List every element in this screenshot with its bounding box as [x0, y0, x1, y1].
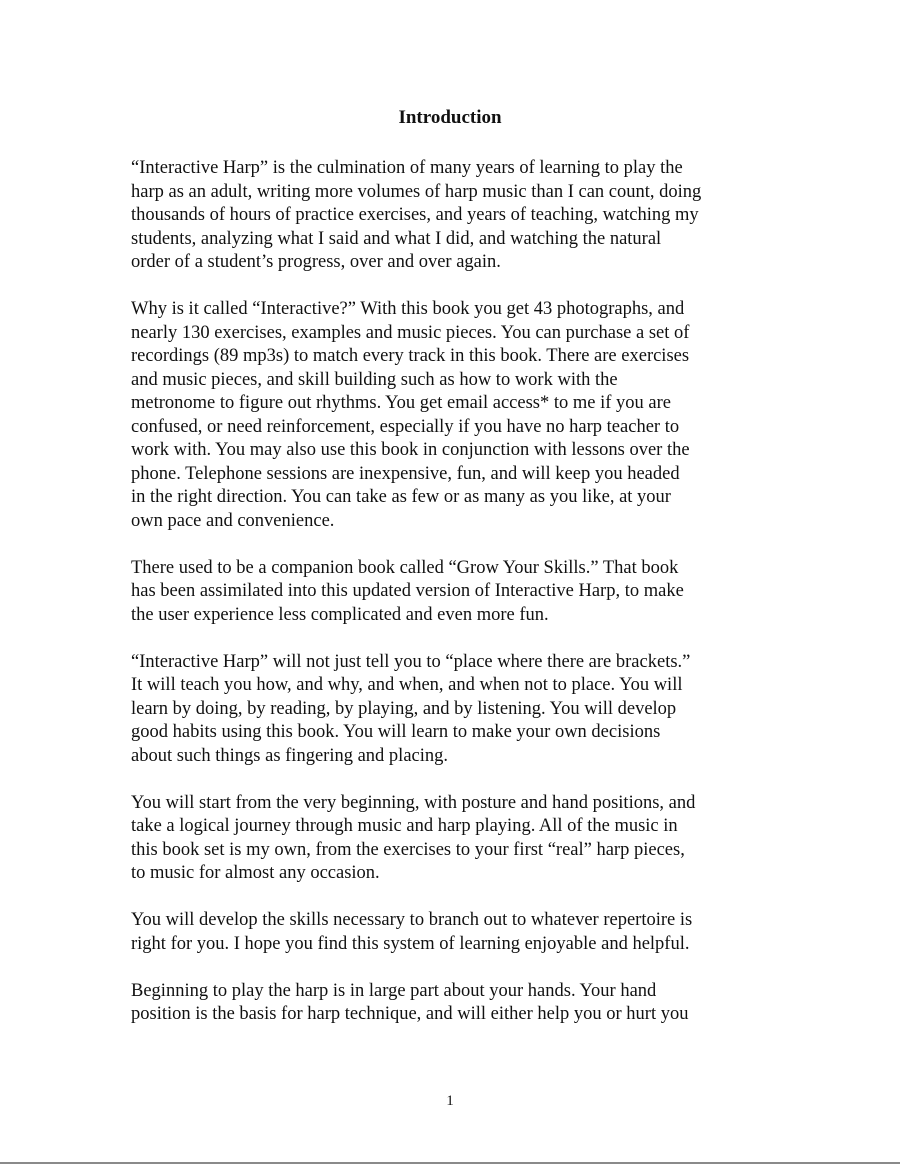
paragraph-4: “Interactive Harp” will not just tell you to “place where there are brackets.” It will teach you how, and why, and when, and when not to place. You will learn by doing, by reading, by playing, and by listening. You will develop good habits using this book. You will learn to make your own decisions about such things as fingering and placing.: [131, 651, 691, 766]
body-text: [131, 157, 781, 1050]
paragraph-5: You will start from the very beginning, with posture and hand positions, and take a logical journey through music and harp playing. All of the music in this book set is my own, from the exercises to your first “real” harp pieces, to music for almost any occasion.: [131, 792, 696, 883]
paragraph-3: There used to be a companion book called “Grow Your Skills.” That book has been assimilated into this updated version of Interactive Harp, to make the user experience less complicated and even more fun.: [131, 557, 684, 625]
paragraph-7: Beginning to play the harp is in large part about your hands. Your hand position is the basis for harp technique, and will either help you or hurt you: [131, 980, 689, 1024]
page-title: Introduction: [398, 107, 502, 128]
page-number: 1: [446, 1093, 454, 1109]
paragraph-2: Why is it called “Interactive?” With this book you get 43 photographs, and nearly 130 exercises, examples and music pieces. You can purchase a set of recordings (89 mp3s) to match every track in this book. There are exercises and music pieces, and skill building such as how to work with the metronome to figure out rhythms. You get email access* to me if you are confused, or need reinforcement, especially if you have no harp teacher to work with. You may also use this book in conjunction with lessons over the phone. Telephone sessions are inexpensive, fun, and will keep you headed in the right direction. You can take as few or as many as you like, at your own pace and convenience.: [131, 299, 690, 531]
paragraph-1: “Interactive Harp” is the culmination of many years of learning to play the harp as an adult, writing more volumes of harp music than I can count, doing thousands of hours of practice exercises, and years of teaching, watching my students, analyzing what I said and what I did, and watching the natural order of a student’s progress, over and over again.: [131, 158, 702, 272]
paragraph-6: You will develop the skills necessary to branch out to whatever repertoire is right for you. I hope you find this system of learning enjoyable and helpful.: [131, 910, 693, 954]
